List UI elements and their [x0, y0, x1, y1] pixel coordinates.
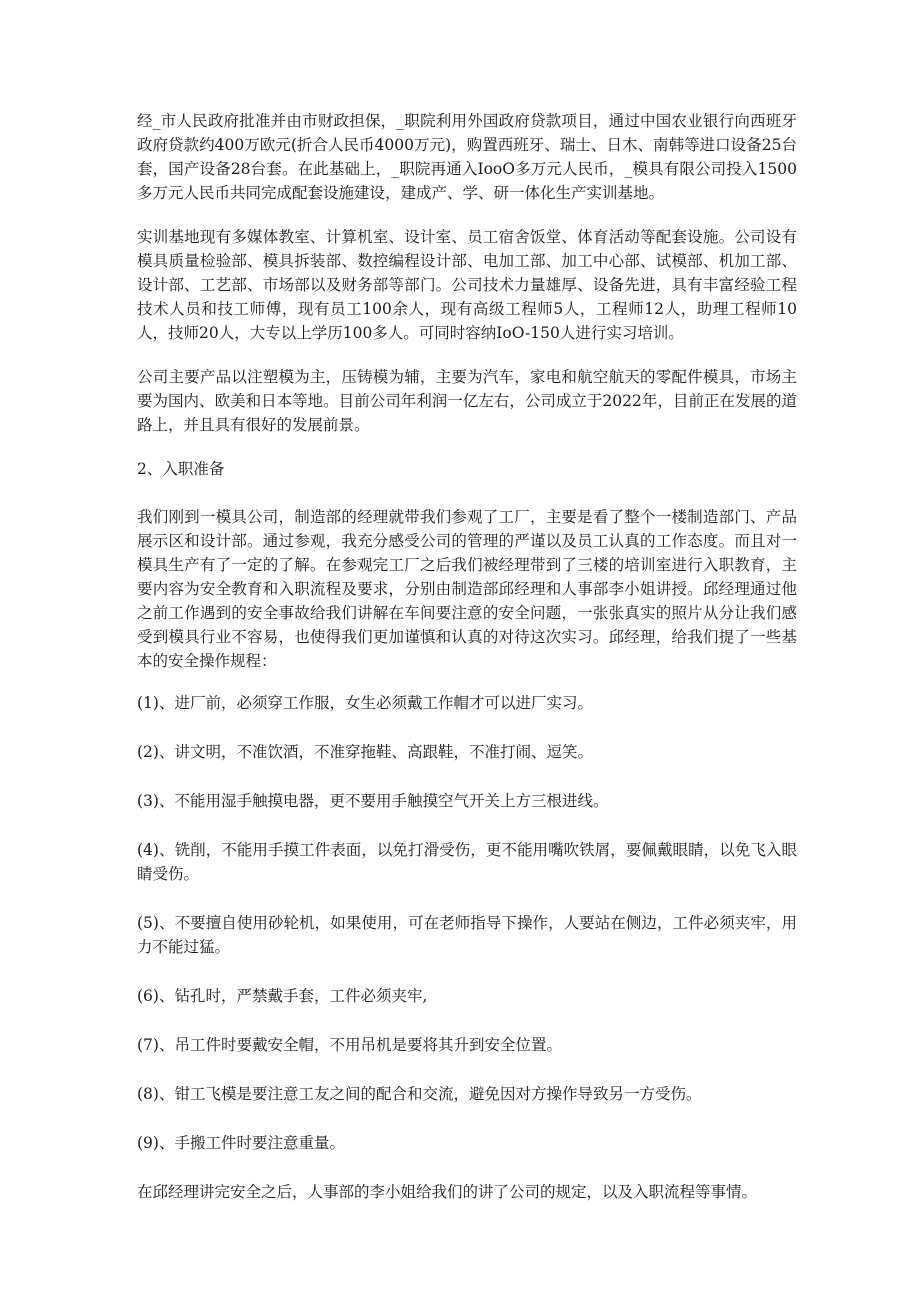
safety-rule-7: (7)、吊工件时要戴安全帽，不用吊机是要将其升到安全位置。 [137, 1036, 562, 1054]
closing-paragraph: 在邱经理讲完安全之后，人事部的李小姐给我们的讲了公司的规定，以及入职流程等事情。 [137, 1183, 758, 1201]
safety-rule-8: (8)、钳工飞模是要注意工友之间的配合和交流，避免因对方操作导致另一方受伤。 [137, 1085, 702, 1103]
safety-rule-5: (5)、不要擅自使用砂轮机，如果使用，可在老师指导下操作，人要站在侧边，工件必须夹牢，用力不能过猛。 [137, 914, 797, 956]
section-paragraph: 我们刚到一模具公司，制造部的经理就带我们参观了工厂，主要是看了整个一楼制造部门、产品展示区和设计部。通过参观，我充分感受公司的管理的严谨以及员工认真的工作态度。而且对一模具生产有了一定的了解。在参观完工厂之后我们被经理带到了三楼的培训室进行入职教育，主要内容为安全教育和入职流程及要求，分别由制造部邱经理和人事部李小姐讲授。邱经理通过他之前工作遇到的安全事故给我们讲解在车间要注意的安全问题，一张张真实的照片从分让我们感受到模具行业不容易，也使得我们更加谨慎和认真的对待这次实习。邱经理，给我们提了一些基本的安全操作规程： [137, 508, 797, 670]
safety-rule-3: (3)、不能用湿手触摸电器，更不要用手触摸空气开关上方三根进线。 [137, 792, 609, 810]
intro-paragraph-1: 经_市人民政府批准并由市财政担保，_职院利用外国政府贷款项目，通过中国农业银行向西班牙政府贷款约400万欧元(折合人民币4000万元)，购置西班牙、瑞士、日木、南韩等进口设备25台套，国产设备28台套。在此基础上，_职院再通入IooO多万元人民币，_模具有限公司投入1500多万元人民币共同完成配套设施建设，建成产、学、研一体化生产实训基地。 [137, 112, 797, 202]
safety-rule-9: (9)、手搬工件时要注意重量。 [137, 1134, 345, 1152]
safety-rule-2: (2)、讲文明，不准饮酒，不准穿拖鞋、高跟鞋，不准打闹、逗笑。 [137, 743, 593, 761]
intro-paragraph-3: 公司主要产品以注塑模为主，压铸模为辅，主要为汽车，家电和航空航天的零配件模具，市场主要为国内、欧美和日本等地。目前公司年利润一亿左右，公司成立于2022年，目前正在发展的道路上，并且具有很好的发展前景。 [137, 368, 797, 434]
section-heading: 2、入职准备 [137, 460, 225, 478]
intro-paragraph-2: 实训基地现有多媒体教室、计算机室、设计室、员工宿舍饭堂、体育活动等配套设施。公司设有模具质量检验部、模具拆装部、数控编程设计部、电加工部、加工中心部、试模部、机加工部、设计部、工艺部、市场部以及财务部等部门。公司技术力量雄厚、设备先进，具有丰富经验工程技术人员和技工师傅，现有员工100余人，现有高级工程师5人，工程师12人，助理工程师10人，技师20人，大专以上学历100多人。可同时容纳IoO-150人进行实习培训。 [137, 228, 797, 342]
safety-rule-6: (6)、钻孔时，严禁戴手套，工件必须夹牢, [137, 987, 428, 1005]
safety-rule-4: (4)、铣削，不能用手摸工件表面，以免打滑受伤，更不能用嘴吹铁屑，要佩戴眼睛，以免飞入眼睛受伤。 [137, 841, 797, 883]
text-column [137, 109, 797, 1204]
safety-rule-1: (1)、进厂前，必须穿工作服，女生必须戴工作帽才可以进厂实习。 [137, 694, 593, 712]
